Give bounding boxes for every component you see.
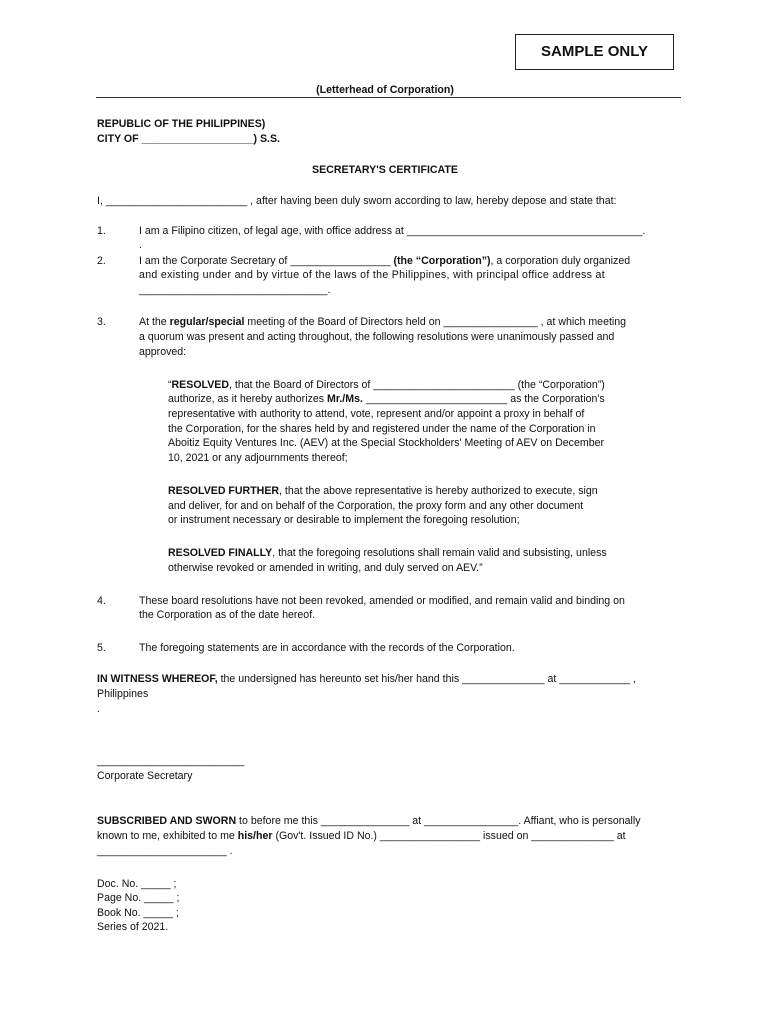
resolution-1-line-2: authorize, as it hereby authorizes Mr./Ms. ________________________ as the Corporation's — [168, 393, 605, 405]
document-title: SECRETARY'S CERTIFICATE — [312, 164, 458, 176]
jurat-line-2: known to me, exhibited to me his/her (Gov't. Issued ID No.) _________________ issued on ______________ at — [97, 830, 626, 842]
resolution-2-line-3: or instrument necessary or desirable to implement the foregoing resolution; — [168, 514, 520, 526]
item-3-line-1: At the regular/special meeting of the Board of Directors held on ________________ , at which meeting — [139, 316, 627, 328]
item-1-line-2: . — [139, 239, 142, 251]
resolution-3-line-1: RESOLVED FINALLY, that the foregoing resolutions shall remain valid and subsisting, unless — [168, 547, 607, 559]
venue-republic: REPUBLIC OF THE PHILIPPINES) — [97, 118, 266, 130]
witness-line-2: Philippines — [97, 688, 149, 700]
venue-city: CITY OF ___________________) S.S. — [97, 133, 280, 145]
intro-paragraph: I, ________________________ , after having been duly sworn according to law, hereby depose and state that: — [97, 195, 617, 207]
resolution-1-line-3: representative with authority to attend, vote, represent and/or appoint a proxy in behalf of — [168, 408, 585, 420]
item-5-number: 5. — [97, 642, 106, 654]
resolution-2-line-1: RESOLVED FURTHER, that the above representative is hereby authorized to execute, sign — [168, 485, 598, 497]
letterhead-placeholder: (Letterhead of Corporation) — [316, 84, 454, 96]
item-3-number: 3. — [97, 316, 106, 328]
jurat-line-3: ______________________ . — [97, 845, 233, 857]
sample-only-stamp: SAMPLE ONLY — [515, 34, 674, 70]
item-4-line-1: These board resolutions have not been revoked, amended or modified, and remain valid and binding on — [139, 595, 625, 607]
item-2-line-1: I am the Corporate Secretary of _________________ (the “Corporation”), a corporation duly organized — [139, 255, 631, 267]
resolution-1-line-4: the Corporation, for the shares held by and registered under the name of the Corporation in — [168, 423, 596, 435]
item-1-number: 1. — [97, 225, 106, 237]
notarial-series: Series of 2021. — [97, 921, 169, 933]
letterhead-divider — [96, 97, 681, 98]
jurat-line-1: SUBSCRIBED AND SWORN to before me this _______________ at ________________. Affiant, who is personally — [97, 815, 641, 827]
item-1-line-1: I am a Filipino citizen, of legal age, with office address at ________________________________________. — [139, 225, 646, 237]
item-2-line-3: ________________________________. — [139, 284, 331, 296]
item-4-line-2: the Corporation as of the date hereof. — [139, 609, 316, 621]
signature-label: Corporate Secretary — [97, 770, 193, 782]
item-4-number: 4. — [97, 595, 106, 607]
item-5-line-1: The foregoing statements are in accordance with the records of the Corporation. — [139, 642, 515, 654]
notarial-book-no: Book No. _____ ; — [97, 907, 179, 919]
notarial-page-no: Page No. _____ ; — [97, 892, 180, 904]
item-2-line-2: and existing under and by virtue of the laws of the Philippines, with principal office address at — [139, 269, 606, 281]
item-2-number: 2. — [97, 255, 106, 267]
witness-line-3: . — [97, 703, 100, 715]
resolution-1-line-1: “RESOLVED, that the Board of Directors of ________________________ (the “Corporation”) — [168, 379, 605, 391]
witness-line-1: IN WITNESS WHEREOF, the undersigned has hereunto set his/her hand this ______________ at ____________ , — [97, 673, 636, 685]
resolution-3-line-2: otherwise revoked or amended in writing, and duly served on AEV.” — [168, 562, 483, 574]
item-3-line-3: approved: — [139, 346, 187, 358]
notarial-doc-no: Doc. No. _____ ; — [97, 878, 177, 890]
resolution-1-line-5: Aboitiz Equity Ventures Inc. (AEV) at the Special Stockholders' Meeting of AEV on December — [168, 437, 605, 449]
signature-line: _________________________ — [97, 755, 245, 767]
item-3-line-2: a quorum was present and acting throughout, the following resolutions were unanimously passed and — [139, 331, 615, 343]
resolution-1-line-6: 10, 2021 or any adjournments thereof; — [168, 452, 348, 464]
resolution-2-line-2: and deliver, for and on behalf of the Corporation, the proxy form and any other document — [168, 500, 584, 512]
